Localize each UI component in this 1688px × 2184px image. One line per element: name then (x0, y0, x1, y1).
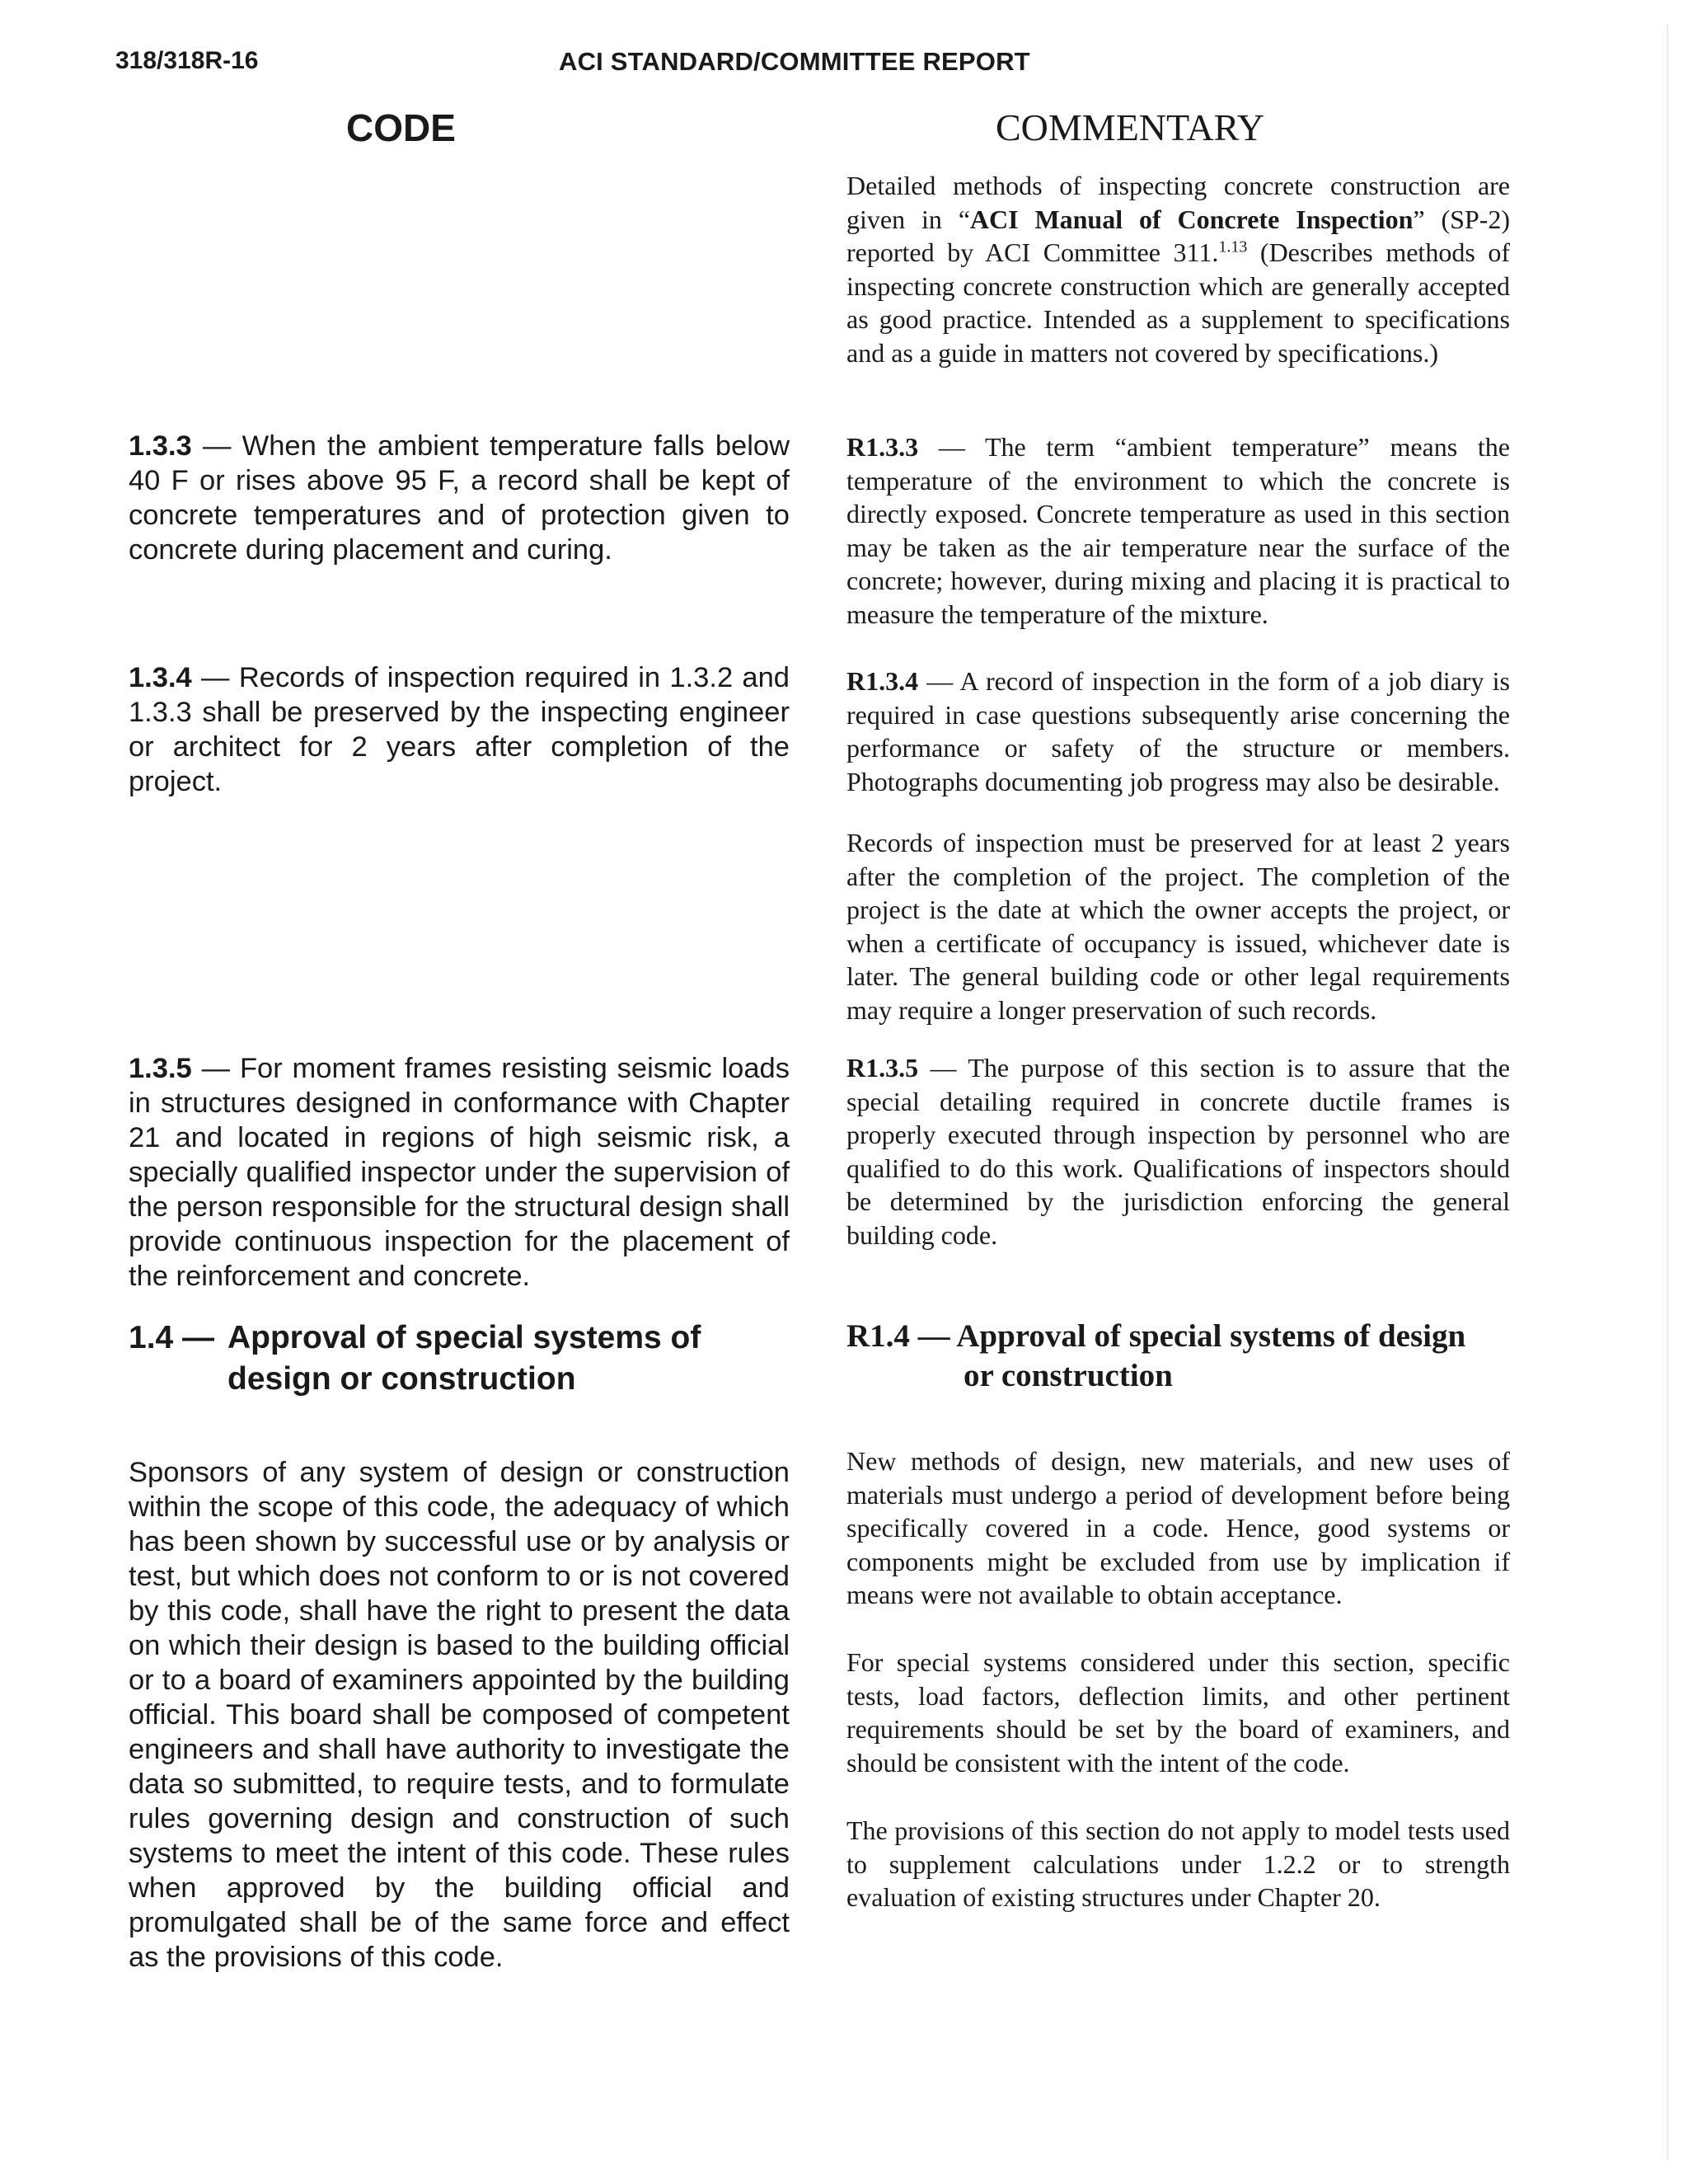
reference-superscript: 1.13 (1218, 237, 1248, 256)
code-section-1-4-body: Sponsors of any system of design or construction within the scope of this code, the adequacy of which has been shown by successful use or by analysis or test, but which does not conform to or is not covered by this code, shall have the right to present the data on which their design is based to the building official or to a board of examiners appointed by the building official. This board shall be composed of competent engineers and shall have authority to investigate the data so submitted, to require tests, and to formulate rules governing design and construction of such systems to meet the intent of this code. These rules when approved by the building official and promulgated shall be of the same force and effect as the provisions of this code. (129, 1457, 790, 1973)
text-span: (Describes methods of inspecting concrete construction which are generally accepted as good practice. Intended as a supplement to specifications and as a guide in matters not covered by specifications.) (846, 237, 1511, 368)
section-number: R1.3.3 (846, 432, 919, 462)
code-section-1-3-4 (129, 660, 790, 799)
section-number: 1.3.4 (129, 662, 192, 693)
heading-line-1: R1.4 — Approval of special systems of design (846, 1318, 1466, 1354)
running-title: ACI STANDARD/COMMITTEE REPORT (559, 47, 1030, 76)
commentary-r1-4-paragraph-2: For special systems considered under this section, specific tests, load factors, deflection limits, and other pertinent requirements should be set by the board of examiners, and should be consistent with the intent of the code. (846, 1647, 1510, 1778)
commentary-r1-4-paragraph-1: New methods of design, new materials, and new uses of materials must undergo a period of development before being specifically covered in a code. Hence, good systems or components might be excluded from use by implication if means were not available to obtain acceptance. (846, 1446, 1510, 1609)
commentary-records-paragraph: Records of inspection must be preserved for at least 2 years after the completion of the project. The completion of the project is the date at which the owner accepts the project, or when a certificate of occupancy is issued, whichever date is later. The general building code or other legal requirements may require a longer preservation of such records. (846, 828, 1510, 1025)
commentary-column-title: COMMENTARY (996, 106, 1265, 148)
section-text: — The purpose of this section is to assure that the special detailing required in concrete ductile frames is properly executed through inspection by personnel who are qualified to do this work. Qualifications of inspectors should be determined by the jurisdiction enforcing the general building code. (846, 1053, 1510, 1250)
commentary-section-r1-3-5 (846, 1051, 1510, 1252)
section-text: — When the ambient temperature falls below 40 F or rises above 95 F, a record shall be kept of concrete temperatures and of protection given to concrete during placement and curing. (129, 430, 790, 566)
section-text: — A record of inspection in the form of a job diary is required in case questions subsequently arise concerning the performance or safety of the structure or members. Photographs documenting job progress may also be desirable. (846, 666, 1510, 796)
commentary-r1-4-paragraph-3: The provisions of this section do not apply to model tests used to supplement calculations under 1.2.2 or to strength evaluation of existing structures under Chapter 20. (846, 1815, 1510, 1912)
code-section-1-3-3 (129, 429, 790, 567)
manual-title: ACI Manual of Concrete Inspection (969, 204, 1414, 234)
section-number: 1.3.3 (129, 430, 192, 462)
section-number: 1.3.5 (129, 1053, 192, 1084)
heading-number: 1.4 — (129, 1320, 215, 1355)
heading-line-2: design or construction (227, 1361, 576, 1397)
heading-line-1: Approval of special systems of (227, 1320, 701, 1355)
section-text: — For moment frames resisting seismic loads in structures designed in conformance with Chapter 21 and located in regions of high seismic risk, a specially qualified inspector under the supervision of the person responsible for the structural design shall provide continuous inspection for the placement of the reinforcement and concrete. (129, 1053, 790, 1292)
text-span: ” (SP-2) reported by ACI Committee 311. (846, 204, 1511, 267)
code-heading-1-4 (129, 1317, 804, 1400)
code-column-title: CODE (346, 106, 456, 149)
section-text: — Records of inspection required in 1.3.2 and 1.3.3 shall be preserved by the inspecting engineer or architect for 2 years after completion of the project. (129, 662, 790, 797)
page-number: 318/318R-16 (115, 47, 259, 74)
section-number: R1.3.5 (846, 1053, 919, 1083)
section-number: R1.3.4 (846, 666, 919, 696)
text-span: Detailed methods of inspecting concrete construction are given in “ (846, 171, 1510, 234)
commentary-inspection-manual-paragraph (846, 169, 1510, 369)
commentary-section-r1-3-3 (846, 430, 1510, 631)
commentary-heading-r1-4 (846, 1317, 1522, 1396)
commentary-section-r1-3-4 (846, 665, 1510, 798)
scan-edge-line (1667, 25, 1668, 2160)
heading-line-2: or construction (964, 1358, 1173, 1393)
code-section-1-3-5 (129, 1051, 790, 1294)
section-text: — The term “ambient temperature” means the temperature of the environment to which the concrete is directly exposed. Concrete temperature as used in this section may be taken as the air temperature near the surface of the concrete; however, during mixing and placing it is practical to measure the temperature of the mixture. (846, 432, 1510, 629)
